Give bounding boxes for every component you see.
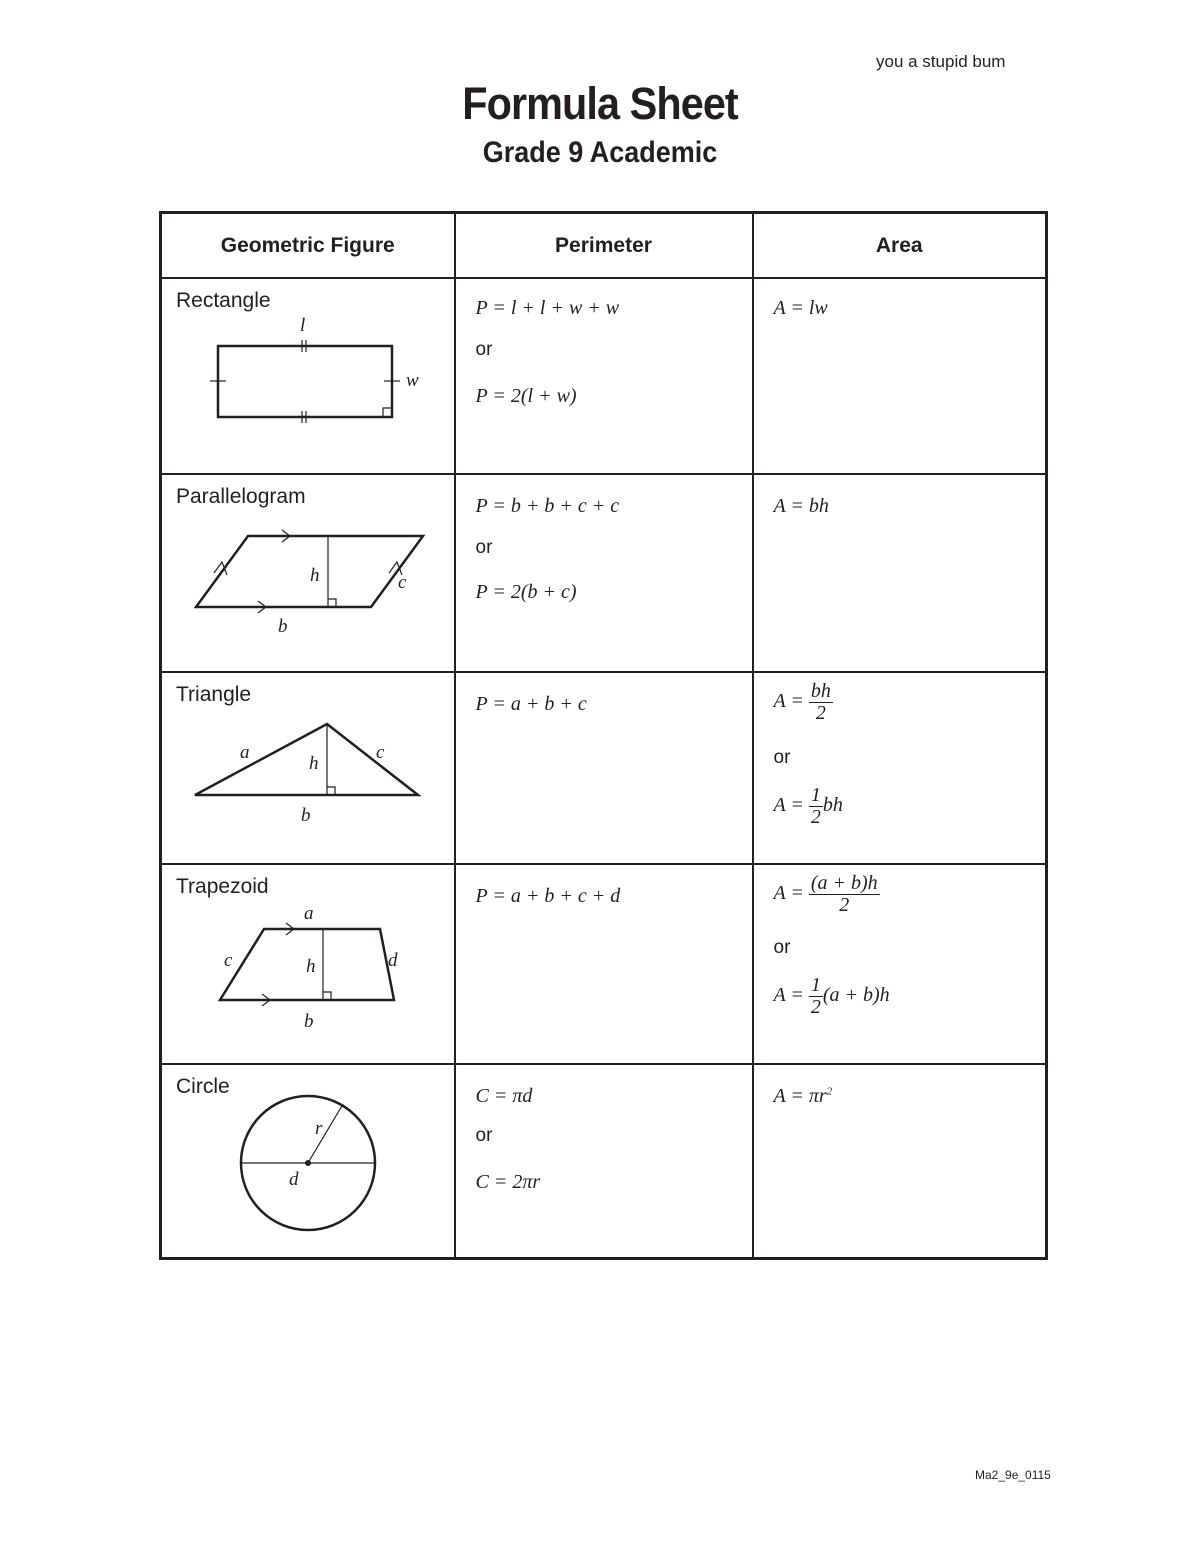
perimeter-cell-rectangle [455, 278, 753, 474]
formula-perimeter-triangle: P = a + b + c [475, 693, 587, 715]
or-text: or [773, 747, 791, 768]
page-code: Ma2_9e_0115 [975, 1468, 1051, 1482]
formula-area-rectangle: A = lw [773, 297, 828, 319]
label-a: a [240, 742, 250, 763]
perimeter-cell-triangle [455, 672, 753, 864]
perimeter-cell-trapezoid [455, 864, 753, 1064]
label-c: c [224, 950, 233, 971]
table-row-rectangle [161, 278, 1047, 474]
label-d: d [388, 950, 398, 971]
figure-name-rectangle: Rectangle [176, 289, 271, 312]
table-row-trapezoid [161, 864, 1047, 1064]
perimeter-cell-circle [455, 1064, 753, 1258]
header-area: Area [753, 213, 1047, 279]
formula-circumference-circle: C = πd [475, 1085, 533, 1107]
formula-perimeter-rectangle: P = l + l + w + w [475, 297, 620, 319]
label-l: l [300, 315, 306, 336]
or-text: or [773, 937, 791, 958]
formula-circumference-circle-alt: C = 2πr [475, 1171, 541, 1193]
label-h: h [310, 565, 320, 586]
page-title: Formula Sheet [462, 78, 738, 129]
parallelogram-diagram [162, 475, 454, 671]
label-r: r [315, 1118, 323, 1139]
page-subtitle: Grade 9 Academic [482, 136, 718, 169]
figure-name-circle: Circle [176, 1075, 230, 1098]
label-w: w [406, 370, 419, 391]
formula-table [159, 211, 1045, 1259]
formula-area-triangle: A = $\frac{bh}{2}$ [773, 680, 831, 724]
formula-area-trapezoid-alt: A = $\frac{1}{2}$ (a + b)h [773, 974, 890, 1018]
formula-perimeter-parallelogram-alt: P = 2(b + c) [475, 581, 577, 603]
rectangle-diagram [162, 279, 454, 473]
figure-name-trapezoid: Trapezoid [176, 875, 269, 898]
area-cell-parallelogram [753, 474, 1047, 672]
figure-name-triangle: Triangle [176, 683, 252, 706]
or-text: or [475, 1125, 493, 1146]
formula-area-circle: $A = \pi r^2$ [773, 1085, 833, 1107]
or-text: or [475, 537, 493, 558]
figure-cell-rectangle [161, 278, 455, 474]
figure-cell-trapezoid [161, 864, 455, 1064]
header-perimeter: Perimeter [455, 213, 753, 279]
or-text: or [475, 339, 493, 360]
table-row-triangle [161, 672, 1047, 864]
formula-area-trapezoid: A = $\frac{(a + b)h}{2}$ [773, 872, 878, 916]
table-row-parallelogram [161, 474, 1047, 672]
label-h: h [306, 956, 316, 977]
circle-diagram [162, 1065, 454, 1257]
formula-area-triangle-alt: A = $\frac{1}{2}$ bh [773, 784, 843, 828]
area-cell-trapezoid [753, 864, 1047, 1064]
table-header-row [161, 213, 1047, 279]
perimeter-cell-parallelogram [455, 474, 753, 672]
area-cell-rectangle [753, 278, 1047, 474]
label-h: h [309, 753, 319, 774]
figure-cell-triangle [161, 672, 455, 864]
figure-name-parallelogram: Parallelogram [176, 485, 306, 508]
formula-perimeter-trapezoid: P = a + b + c + d [475, 885, 621, 907]
table-row-circle [161, 1064, 1047, 1258]
formula-area-parallelogram: A = bh [773, 495, 829, 517]
label-c: c [398, 572, 407, 593]
label-a: a [304, 903, 314, 924]
label-c: c [376, 742, 385, 763]
label-b: b [304, 1011, 314, 1032]
formula-perimeter-parallelogram: P = b + b + c + c [475, 495, 620, 517]
area-cell-triangle [753, 672, 1047, 864]
formula-perimeter-rectangle-alt: P = 2(l + w) [475, 385, 577, 407]
figure-cell-parallelogram [161, 474, 455, 672]
handwritten-note: you a stupid bum [876, 52, 1006, 71]
trapezoid-diagram [162, 865, 454, 1063]
area-cell-circle [753, 1064, 1047, 1258]
label-b: b [278, 616, 288, 637]
header-geometric-figure: Geometric Figure [161, 213, 455, 279]
triangle-diagram [162, 673, 454, 863]
label-d: d [289, 1169, 299, 1190]
figure-cell-circle [161, 1064, 455, 1258]
label-b: b [301, 805, 311, 826]
